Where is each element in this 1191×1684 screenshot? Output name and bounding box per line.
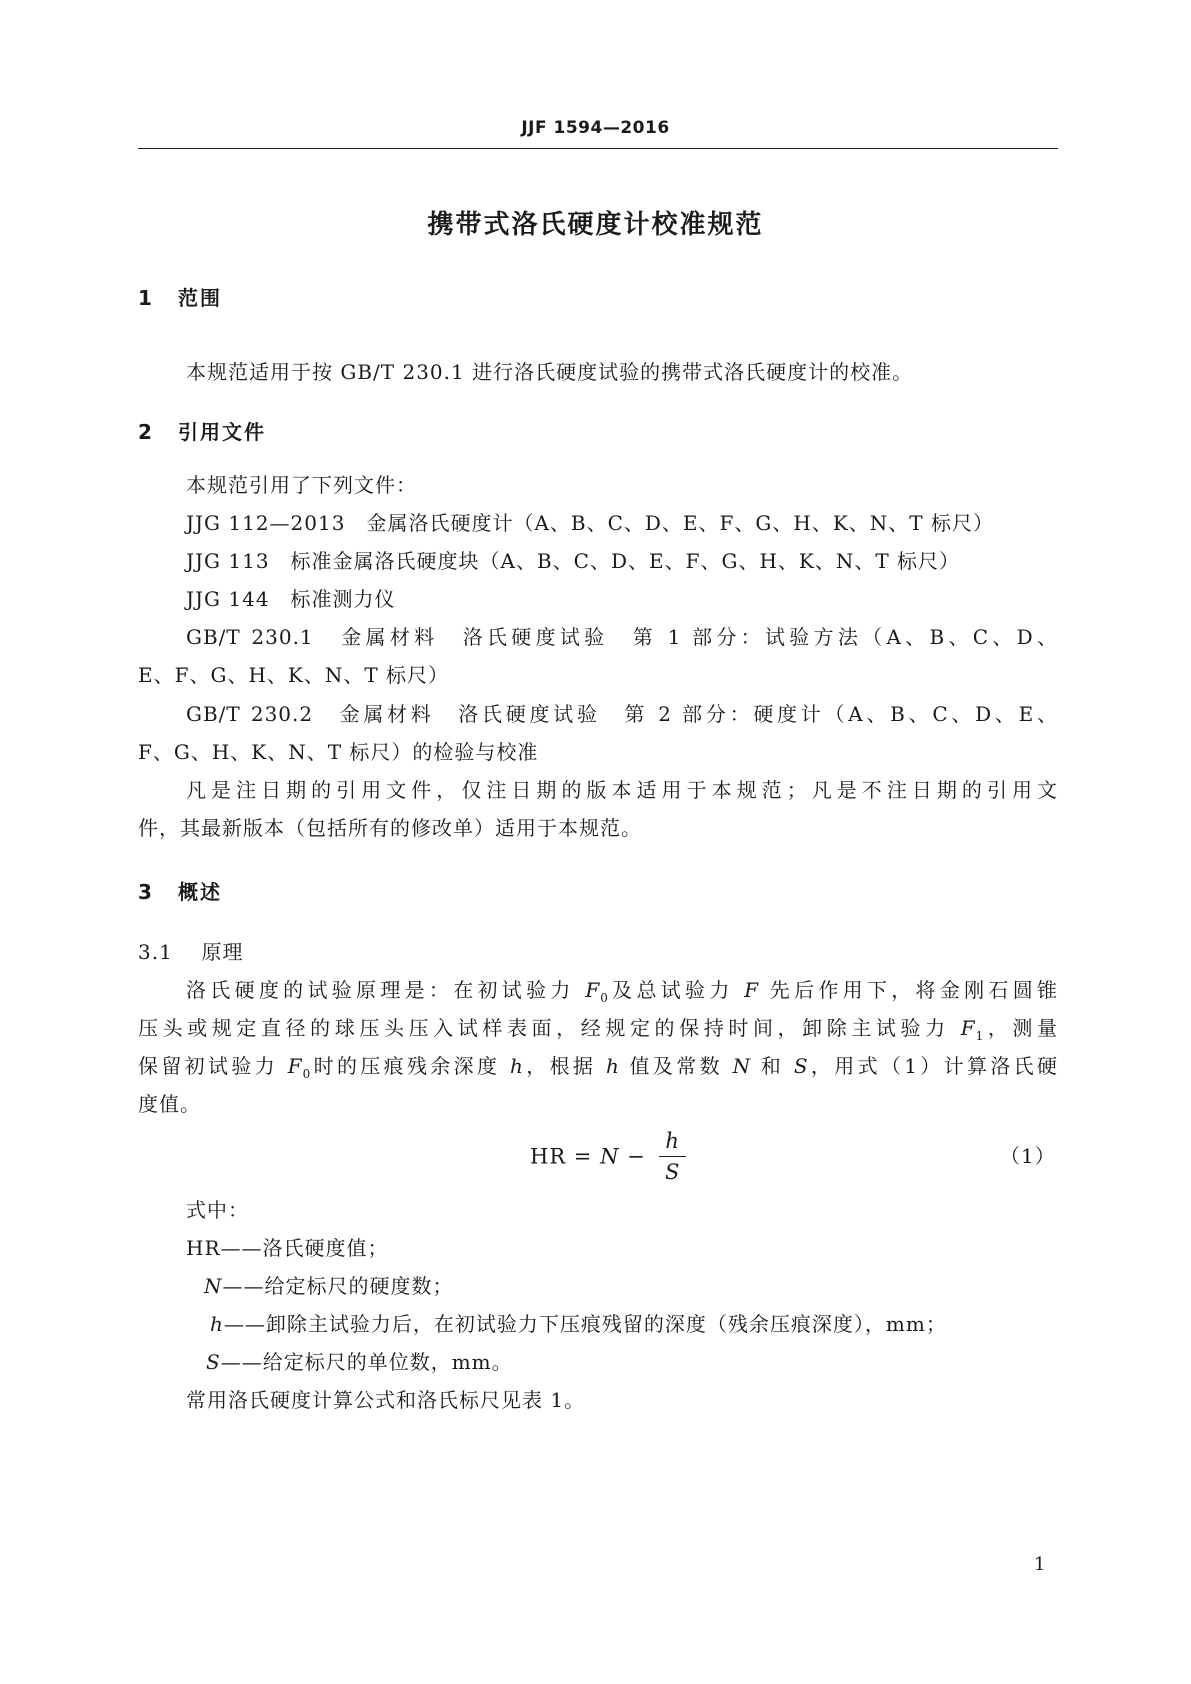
reference-item: JJG 112—2013 金属洛氏硬度计（A、B、C、D、E、F、G、H、K、N、T 标尺） [186, 511, 994, 535]
reference-item-line: E、F、G、H、K、N、T 标尺） [138, 663, 450, 687]
page-number: 1 [1034, 1554, 1046, 1575]
reference-item: JJG 144 标准测力仪 [186, 587, 396, 611]
references-intro: 本规范引用了下列文件： [186, 473, 417, 497]
definition-row: h——卸除主试验力后，在初试验力下压痕残留的深度（残余压痕深度），mm； [210, 1312, 947, 1336]
subsection-title: 原理 [201, 940, 244, 964]
section-3-title: 概述 [178, 880, 222, 904]
subsection-number: 3.1 [138, 940, 173, 964]
references-note-line: 件，其最新版本（包括所有的修改单）适用于本规范。 [138, 816, 642, 840]
reference-item: JJG 113 标准金属洛氏硬度块（A、B、C、D、E、F、G、H、K、N、T 标尺） [186, 549, 961, 573]
principle-paragraph-line: 度值。 [138, 1092, 201, 1116]
section-1-number: 1 [138, 286, 154, 310]
definition-row: S——给定标尺的单位数，mm。 [206, 1350, 513, 1374]
section-3-heading [138, 876, 222, 905]
principle-paragraph-line: 压头或规定直径的球压头压入试样表面，经规定的保持时间，卸除主试验力 $F_1$，测量 [138, 1016, 1059, 1043]
section-2-heading [138, 416, 266, 445]
definition-row: N——给定标尺的硬度数； [204, 1274, 454, 1298]
principle-paragraph-line: 保留初试验力 $F_0$时的压痕残余深度 h，根据 h 值及常数 N 和 S，用式（1）计算洛氏硬 [138, 1054, 1058, 1081]
reference-item-line: GB/T 230.2 金属材料 洛氏硬度试验 第 2 部分：硬度计（A、B、C、D、E、 [186, 702, 1058, 726]
closing-sentence: 常用洛氏硬度计算公式和洛氏标尺见表 1。 [186, 1388, 586, 1412]
section-1-heading [138, 282, 222, 311]
formula-hr: HR = N − $\frac{h}{S}$ [530, 1128, 686, 1185]
references-note-line: 凡是注日期的引用文件，仅注日期的版本适用于本规范；凡是不注日期的引用文 [186, 778, 1058, 802]
definition-row: HR——洛氏硬度值； [186, 1236, 389, 1260]
page-title: 携带式洛氏硬度计校准规范 [427, 210, 764, 240]
section-3-number: 3 [138, 880, 154, 904]
section-1-paragraph: 本规范适用于按 GB/T 230.1 进行洛氏硬度试验的携带式洛氏硬度计的校准。 [186, 360, 914, 384]
reference-item-line: F、G、H、K、N、T 标尺）的检验与校准 [138, 740, 539, 764]
reference-item-line: GB/T 230.1 金属材料 洛氏硬度试验 第 1 部分：试验方法（A、B、C、D、 [186, 625, 1058, 649]
subsection-3-1-heading [138, 934, 244, 970]
where-label: 式中： [186, 1198, 249, 1222]
document-code-header: JJF 1594—2016 [521, 118, 670, 138]
principle-paragraph-line: 洛氏硬度的试验原理是：在初试验力 $F_0$及总试验力 F 先后作用下，将金刚石圆锥 [186, 978, 1059, 1005]
formula-fraction: $\frac{h}{S}$ [659, 1128, 686, 1185]
formula-label: （1） [1000, 1144, 1056, 1168]
header-rule [138, 148, 1058, 149]
section-2-number: 2 [138, 420, 154, 444]
formula-lhs: HR [530, 1144, 567, 1169]
section-1-title: 范围 [178, 286, 222, 310]
section-2-title: 引用文件 [178, 420, 266, 444]
